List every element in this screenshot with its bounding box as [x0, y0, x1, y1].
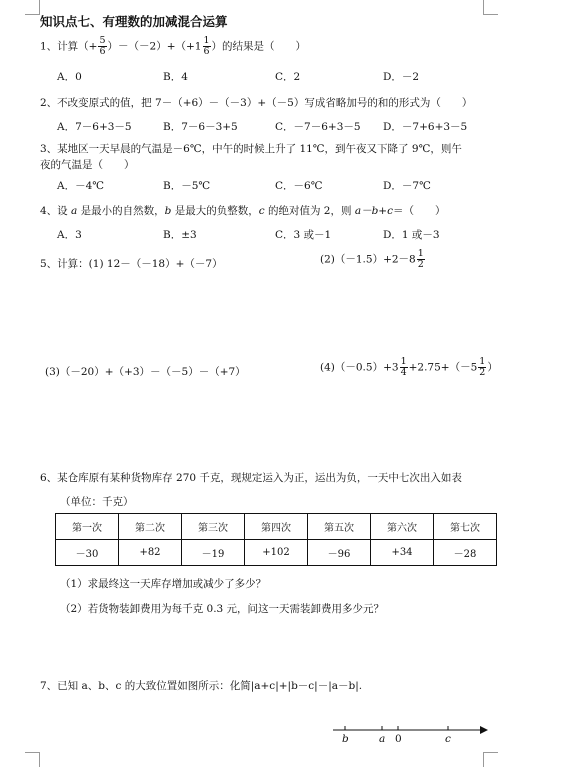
table-cell: －19 [182, 540, 245, 566]
question-3-line-1: 3、某地区一天早晨的气温是－6℃，中午的时候上升了 11℃，到午夜又下降了 9℃，则午 [40, 143, 462, 155]
q1-suffix: ）的结果是（ ） [211, 40, 307, 53]
q1-prefix: 1、计算（+ [40, 40, 98, 53]
inventory-table [55, 513, 497, 566]
corner-mark-top-left [25, 0, 40, 15]
q4-option-a: A．3 [57, 229, 82, 241]
q2-option-c: C．－7－6+3－5 [275, 121, 361, 133]
q3-option-c: C．－6℃ [275, 180, 323, 192]
number-line-label-c: c [445, 733, 451, 745]
q6-subquestion-2: （2）若货物装卸费用为每千克 0.3 元，问这一天需装卸费用多少元？ [60, 603, 385, 615]
table-header-cell: 第四次 [245, 514, 308, 540]
table-header-cell: 第一次 [56, 514, 119, 540]
table-cell: +34 [371, 540, 434, 566]
table-header-cell: 第五次 [308, 514, 371, 540]
table-header-row [56, 514, 497, 540]
q3-option-d: D．－7℃ [383, 180, 431, 192]
q6-subquestion-1: （1）求最终这一天库存增加或减少了多少？ [60, 578, 267, 590]
q4-expression: a－b+c [354, 205, 393, 217]
q5-p4-fraction-1: $\frac{1}{4}$ [400, 356, 407, 378]
table-cell: －96 [308, 540, 371, 566]
number-line [330, 722, 490, 738]
table-header-cell: 第七次 [434, 514, 497, 540]
q1-option-b: B．4 [163, 71, 188, 83]
question-6: 6、某仓库原有某种货物库存 270 千克，现规定运入为正，运出为负，一天中七次出入如表 [40, 472, 462, 484]
var-b: b [164, 205, 172, 217]
q5-p4-fraction-2: $\frac{1}{2}$ [479, 356, 486, 378]
table-cell: －30 [56, 540, 119, 566]
table-header-cell: 第二次 [119, 514, 182, 540]
q4-option-b: B．±3 [163, 229, 197, 241]
q1-option-a: A．0 [57, 71, 82, 83]
question-5-part-3: (3)（－20）+（+3）－（－5）－（+7） [45, 366, 246, 378]
table-cell: +102 [245, 540, 308, 566]
table-cell: －28 [434, 540, 497, 566]
question-7: 7、已知 a、b、c 的大致位置如图所示：化简|a+c|+|b－c|－|a－b|. [40, 680, 363, 692]
question-1 [40, 36, 306, 57]
q5-p2-fraction: $\frac{1}{2}$ [417, 248, 424, 270]
q2-option-d: D．－7+6+3－5 [383, 121, 468, 133]
question-5-part-4: (4)（－0.5）+3 $\frac{1}{4}$ +2.75+（－5 $\frac{1}{2}$ ） [320, 356, 498, 378]
q6-unit: （单位：千克） [60, 496, 134, 508]
question-4: 4、设 a 是最小的自然数，b 是最大的负整数，c 的绝对值为 2，则 a－b+c＝（ ） [40, 205, 446, 217]
var-a: a [71, 205, 78, 217]
q4-option-c: C．3 或－1 [275, 229, 332, 241]
q4-option-d: D．1 或－3 [383, 229, 440, 241]
q1-fraction-2: $\frac{1}{6}$ [203, 35, 210, 57]
corner-mark-top-right [483, 0, 498, 15]
table-cell: +82 [119, 540, 182, 566]
q2-option-a: A．7－6+3－5 [57, 121, 132, 133]
corner-mark-bottom-right [483, 752, 498, 767]
q1-option-c: C．2 [275, 71, 301, 83]
q1-middle: ）－（－2）+（+1 [107, 40, 202, 53]
q1-fraction-1: $\frac{5}{6}$ [99, 35, 106, 57]
table-row [56, 540, 497, 566]
question-2: 2、不改变原式的值，把 7－（+6）－（－3）+（－5）写成省略加号的和的形式为（ ） [40, 97, 473, 109]
question-5-part-1: 5、计算：(1) 12－（－18）+（－7） [40, 258, 223, 270]
q3-option-b: B．－5℃ [163, 180, 211, 192]
var-c: c [258, 205, 265, 217]
number-line-label-b: b [342, 733, 349, 745]
number-line-label-zero: 0 [395, 733, 402, 745]
q3-option-a: A．－4℃ [57, 180, 105, 192]
question-5-part-2: (2)（－1.5）+2－8 $\frac{1}{2}$ [320, 248, 424, 270]
q1-option-d: D．－2 [383, 71, 420, 83]
q2-option-b: B．7－6－3+5 [163, 121, 238, 133]
table-header-cell: 第六次 [371, 514, 434, 540]
corner-mark-bottom-left [25, 752, 40, 767]
page-title: 知识点七、有理数的加减混合运算 [40, 14, 228, 29]
question-3-line-2: 夜的气温是（ ） [40, 159, 135, 171]
table-header-cell: 第三次 [182, 514, 245, 540]
number-line-label-a: a [379, 733, 386, 745]
